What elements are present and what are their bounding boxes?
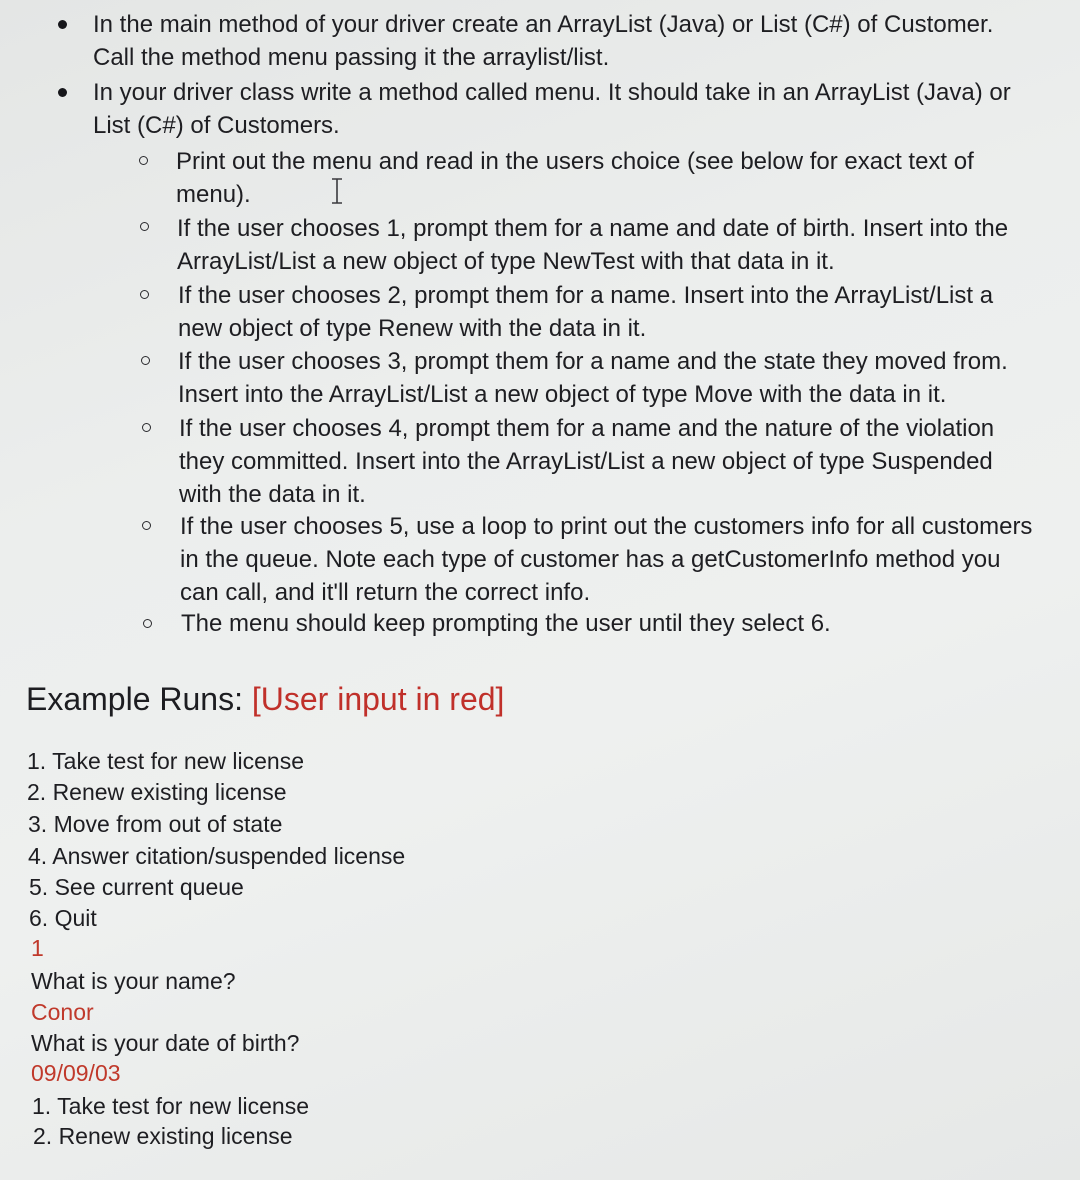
example-run-line: 3. Move from out of state (28, 811, 283, 837)
sub-item-2 (177, 212, 1008, 278)
example-run-line: 1. Take test for new license (27, 748, 304, 774)
text-cursor-icon (330, 178, 344, 204)
sub-item-1-line-2: menu). (176, 181, 251, 208)
example-run-line: 5. See current queue (29, 874, 244, 900)
sub-item-3-line-1: If the user chooses 2, prompt them for a name. Insert into the ArrayList/List a (178, 282, 994, 309)
sub-item-2-line-2: ArrayList/List a new object of type NewTest with that data in it. (177, 248, 835, 275)
example-run-line: 6. Quit (29, 905, 97, 931)
example-run-line: 2. Renew existing license (33, 1123, 293, 1149)
user-input-line: Conor (31, 999, 94, 1025)
sub-item-5-line-2: they committed. Insert into the ArrayList/List a new object of type Suspended (179, 448, 993, 475)
sub-item-1-line-1: Print out the menu and read in the users choice (see below for exact text of (176, 148, 974, 175)
sub-item-7-line-1: The menu should keep prompting the user until they select 6. (181, 610, 831, 637)
bullet-paragraph-1 (93, 8, 993, 74)
sub-item-5-line-1: If the user chooses 4, prompt them for a name and the nature of the violation (179, 415, 995, 442)
sub-item-2-line-1: If the user chooses 1, prompt them for a name and date of birth. Insert into the (177, 215, 1009, 242)
sub-item-3 (178, 279, 993, 345)
sub-item-4-line-1: If the user chooses 3, prompt them for a name and the state they moved from. (178, 348, 1008, 375)
sub-item-4-line-2: Insert into the ArrayList/List a new object of type Move with the data in it. (178, 381, 947, 408)
sub-item-6 (180, 510, 1032, 609)
sub-item-7 (181, 607, 831, 640)
sub-bullet-circle-icon (143, 619, 152, 628)
example-run-line: 2. Renew existing license (27, 779, 287, 805)
sub-bullet-circle-icon (140, 222, 149, 231)
sub-item-5 (179, 412, 994, 511)
example-run-line: 4. Answer citation/suspended license (28, 843, 406, 869)
sub-bullet-circle-icon (140, 290, 149, 299)
sub-item-6-line-2: in the queue. Note each type of customer has a getCustomerInfo method you (180, 546, 1001, 573)
sub-item-5-line-3: with the data in it. (179, 481, 366, 508)
sub-bullet-circle-icon (141, 356, 150, 365)
bullet-2-line-2: List (C#) of Customers. (93, 112, 340, 139)
bullet-1-line-2: Call the method menu passing it the arraylist/list. (93, 44, 610, 71)
example-runs-heading-note: [User input in red] (251, 681, 505, 717)
sub-item-6-line-1: If the user chooses 5, use a loop to print out the customers info for all customers (180, 513, 1033, 540)
sub-item-1 (176, 145, 974, 211)
bullet-icon (58, 88, 67, 97)
user-input-line: 1 (31, 935, 44, 961)
sub-bullet-circle-icon (142, 521, 151, 530)
sub-bullet-circle-icon (142, 423, 151, 432)
sub-item-3-line-2: new object of type Renew with the data in it. (178, 315, 647, 342)
sub-item-6-line-3: can call, and it'll return the correct info. (180, 579, 591, 606)
example-runs-heading-prefix: Example Runs: (26, 681, 252, 717)
example-run-line: What is your name? (31, 968, 236, 994)
example-run-line: 1. Take test for new license (32, 1093, 309, 1119)
sub-bullet-circle-icon (139, 156, 148, 165)
example-run-line: What is your date of birth? (31, 1030, 300, 1056)
sub-item-4 (178, 345, 1008, 411)
user-input-line: 09/09/03 (31, 1060, 121, 1086)
bullet-icon (58, 20, 67, 29)
bullet-2-line-1: In your driver class write a method called menu. It should take in an ArrayList (Java) or (93, 79, 1011, 106)
bullet-1-line-1: In the main method of your driver create an ArrayList (Java) or List (C#) of Customer. (93, 11, 994, 38)
example-runs-heading (26, 678, 504, 720)
bullet-paragraph-2 (93, 76, 1011, 142)
